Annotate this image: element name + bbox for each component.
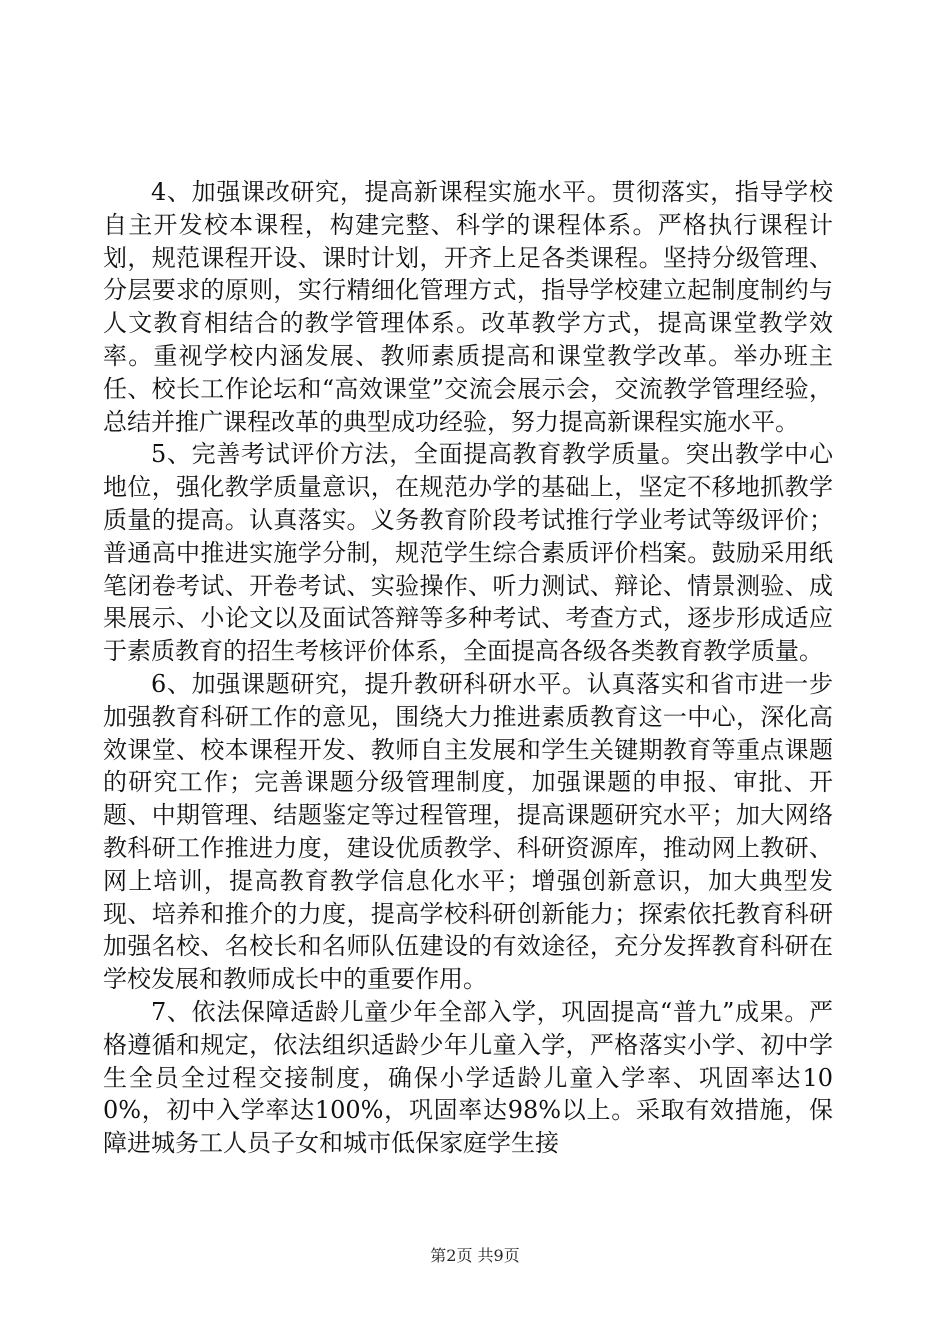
paragraph-6: 6、加强课题研究，提升教研科研水平。认真落实和省市进一步加强教育科研工作的意见，围绕大力推进素质教育这一中心，深化高效课堂、校本课程开发、教师自主发展和学生关键期教育等重点课题的研究工作；完善课题分级管理制度，加强课题的申报、审批、开题、中期管理、结题鉴定等过程管理，提高课题研究水平；加大网络教科研工作推进力度，建设优质教学、科研资源库，推动网上教研、网上培训，提高教育教学信息化水平；增强创新意识，加大典型发现、培养和推介的力度，提高学校科研创新能力；探索依托教育科研加强名校、名校长和名师队伍建设的有效途径，充分发挥教育科研在学校发展和教师成长中的重要作用。 [103,669,833,994]
paragraph-5: 5、完善考试评价方法，全面提高教育教学质量。突出教学中心地位，强化教学质量意识，在规范办学的基础上，坚定不移地抓教学质量的提高。认真落实。义务教育阶段考试推行学业考试等级评价；普通高中推进实施学分制，规范学生综合素质评价档案。鼓励采用纸笔闭卷考试、开卷考试、实验操作、听力测试、辩论、情景测验、成果展示、小论文以及面试答辩等多种考试、考查方式，逐步形成适应于素质教育的招生考核评价体系，全面提高各级各类教育教学质量。 [103,440,833,666]
page-footer: 第2页 共9页 [430,1246,520,1265]
paragraph-4: 4、加强课改研究，提高新课程实施水平。贯彻落实，指导学校自主开发校本课程，构建完整、科学的课程体系。严格执行课程计划，规范课程开设、课时计划，开齐上足各类课程。坚持分级管理、分层要求的原则，实行精细化管理方式，指导学校建立起制度制约与人文教育相结合的教学管理体系。改革教学方式，提高课堂教学效率。重视学校内涵发展、教师素质提高和课堂教学改革。举办班主任、校长工作论坛和“高效课堂”交流会展示会，交流教学管理经验，总结并推广课程改革的典型成功经验，努力提高新课程实施水平。 [103,178,833,436]
paragraph-7: 7、依法保障适龄儿童少年全部入学，巩固提高“普九”成果。严格遵循和规定，依法组织适龄少年儿童入学，严格落实小学、初中学生全员全过程交接制度，确保小学适龄儿童入学率、巩固率达100%，初中入学率达100%，巩固率达98%以上。采取有效措施，保障进城务工人员子女和城市低保家庭学生接 [103,997,833,1158]
document-body [103,176,833,1160]
